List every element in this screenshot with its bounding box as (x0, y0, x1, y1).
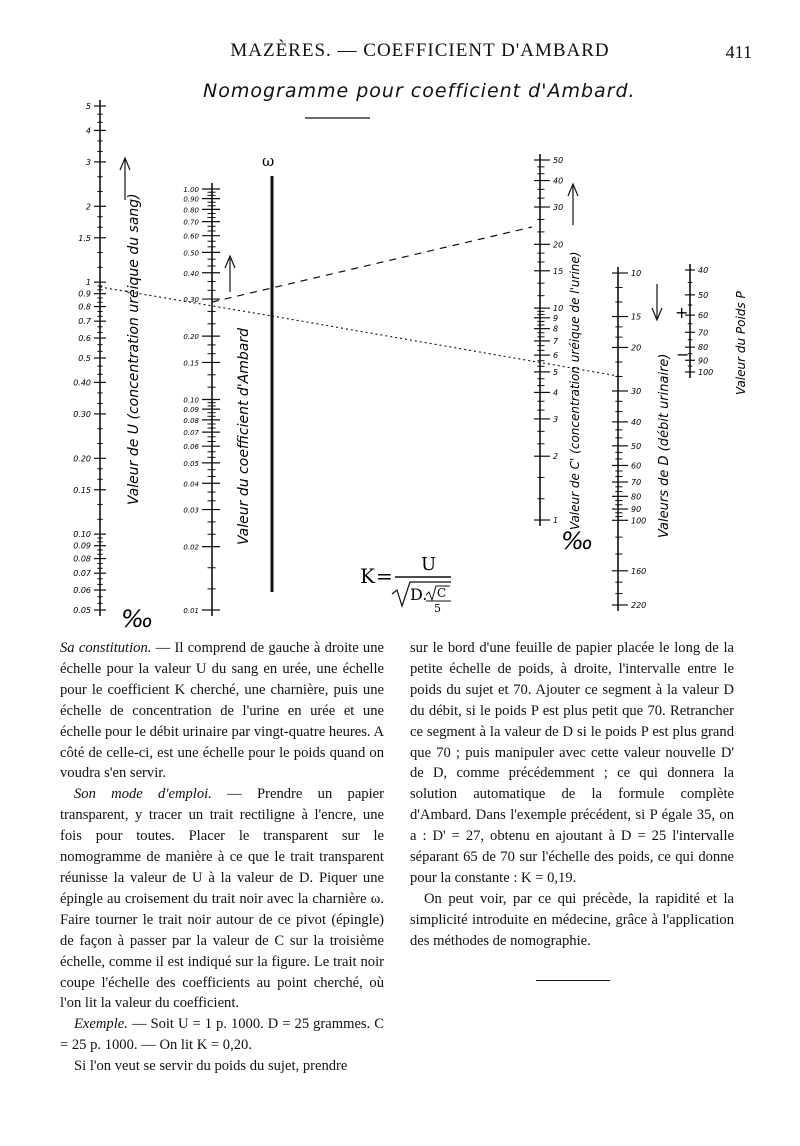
tick-label: 0.8 (78, 302, 91, 312)
dashed-line-k-to-c (212, 227, 532, 302)
tick-label: 0.30 (183, 296, 199, 305)
tick-label: 0.80 (183, 206, 199, 215)
u-scale (73, 100, 106, 616)
tick-label: 3 (85, 157, 91, 167)
paragraph-body: On peut voir, par ce qui précède, la rapidité et la simplicité introduite en médecine, grâce à l'application des méthodes de nomographie. (410, 890, 734, 949)
tick-label: 0.15 (73, 485, 91, 495)
tick-label: 0.10 (73, 530, 91, 540)
d-scale (612, 267, 646, 611)
formula-numerator: U (421, 554, 437, 575)
tick-label: 0.04 (183, 480, 199, 489)
c-axis-title: Valeur de C' (concentration uréique de l'urine) (568, 251, 582, 530)
tick-label: 0.09 (73, 541, 91, 551)
tick-label: 80 (631, 492, 642, 502)
paragraph-body: — Il comprend de gauche à droite une échelle pour la valeur U du sang en urée, une échelle pour le coefficient K cherché, une charnière, puis une échelle de concentration de l'urine en urée et une échelle pour le débit urinaire par vingt-quatre heures. A côté de celle-ci, est une échelle pour le poids quand on voudra s'en servir. (60, 640, 384, 782)
tick-label: 10 (631, 269, 642, 278)
tick-label: 90 (631, 504, 642, 514)
tick-label: 0.20 (183, 333, 199, 342)
tick-label: 20 (553, 240, 564, 250)
formula-d: D. (410, 585, 428, 604)
tick-label: 1.00 (183, 186, 199, 194)
tick-label: 0.50 (183, 249, 199, 258)
tick-label: 15 (553, 266, 564, 276)
tick-label: 0.09 (183, 406, 199, 415)
tick-label: 40 (631, 417, 642, 427)
end-rule (536, 980, 610, 981)
tick-label: 0.40 (73, 378, 91, 388)
paragraph-constitution (60, 638, 384, 784)
c-unit-label: ‰ (561, 527, 594, 555)
tick-label: 30 (553, 203, 564, 213)
tick-label: 30 (631, 386, 642, 396)
paragraph-body: — Soit U = 1 p. 1000. D = 25 grammes. C = 25 p. 1000. — On lit K = 0,20. (60, 1016, 384, 1054)
running-title: MAZÈRES. — COEFFICIENT D'AMBARD (230, 40, 610, 61)
c-arrow-icon (568, 184, 578, 225)
paragraph-conclusion (410, 889, 734, 952)
tick-label: 4 (553, 388, 559, 398)
p-axis-title: Valeur du Poids P (734, 291, 748, 395)
tick-label: 0.5 (78, 354, 91, 363)
tick-label: 2 (553, 452, 559, 462)
k-scale (183, 183, 220, 616)
tick-label: 70 (698, 328, 709, 338)
tick-label: 8 (553, 324, 559, 334)
p-plus-sign: + (675, 303, 689, 322)
tick-label: 2 (85, 202, 91, 212)
paragraph-body: Si l'on veut se servir du poids du sujet, prendre (74, 1058, 348, 1075)
tick-label: 0.15 (183, 359, 199, 368)
tick-label: 0.7 (78, 317, 91, 327)
page-number: 411 (725, 42, 752, 62)
pivot-label: ω (262, 152, 275, 170)
paragraph-lead: Son mode d'emploi. (74, 786, 212, 803)
tick-label: 10 (553, 304, 564, 314)
tick-label: 220 (631, 601, 647, 610)
tick-label: 0.05 (183, 459, 199, 468)
tick-label: 90 (698, 356, 709, 366)
tick-label: 60 (698, 311, 709, 321)
c-scale (534, 154, 563, 526)
tick-label: 20 (631, 343, 642, 353)
tick-label: 0.03 (183, 506, 199, 515)
tick-label: 0.40 (183, 269, 199, 278)
text-column-right (410, 638, 734, 952)
k-axis-title: Valeur du coefficient d'Ambard (236, 328, 252, 545)
nomogram-title: Nomogramme pour coefficient d'Ambard. (203, 80, 636, 102)
tick-label: 0.90 (183, 195, 199, 204)
tick-label: 0.60 (183, 232, 199, 241)
tick-label: 50 (631, 441, 642, 451)
tick-label: 0.06 (183, 443, 199, 452)
paragraph-mode-emploi (60, 784, 384, 1014)
tick-label: 0.07 (73, 569, 91, 579)
tick-label: 5 (553, 367, 559, 377)
text-column-left (60, 638, 384, 1077)
formula-c: C (437, 586, 447, 600)
tick-label: 0.10 (183, 396, 199, 405)
paragraph-body: — Prendre un papier transparent, y tracer un trait rectiligne à l'encre, une fois pour toutes. Placer le transparent sur le nomogramme de manière à ce que le trait transparent réunisse la valeur de U à la valeur de D. Piquer une épingle au croisement du trait noir avec la charnière ω. Faire tourner le trait noir autour de ce pivot (épingle) de façon à passer par la valeur de C sur la troisième échelle, comme il est indiqué sur la figure. Le trait noir coupe l'échelle des coefficients au point cherché, où l'on lit la valeur du coefficient. (60, 786, 384, 1012)
u-axis-title: Valeur de U (concentration uréique du sang) (126, 193, 142, 505)
tick-label: 0.06 (73, 586, 91, 596)
tick-label: 0.01 (183, 607, 199, 615)
formula-five: 5 (434, 602, 441, 615)
tick-label: 6 (553, 351, 559, 361)
tick-label: 40 (698, 266, 709, 275)
tick-label: 0.07 (183, 429, 199, 438)
paragraph-poids (60, 1056, 384, 1077)
ambard-formula (360, 554, 451, 615)
tick-label: 0.30 (73, 409, 91, 419)
tick-label: 70 (631, 478, 642, 488)
tick-label: 9 (553, 313, 559, 323)
tick-label: 0.20 (73, 454, 91, 464)
tick-label: 0.9 (78, 289, 91, 299)
tick-label: 4 (85, 126, 91, 136)
tick-label: 1 (85, 278, 91, 288)
tick-label: 0.6 (78, 334, 91, 344)
tick-label: 15 (631, 312, 642, 322)
d-axis-title: Valeurs de D (débit urinaire) (657, 353, 672, 538)
p-minus-sign: − (676, 345, 690, 364)
paragraph-lead: Sa constitution. (60, 640, 152, 656)
tick-label: 50 (698, 290, 709, 300)
tick-label: 0.05 (73, 606, 91, 615)
tick-label: 100 (631, 516, 647, 526)
k-arrow-icon (225, 256, 235, 292)
tick-label: 0.08 (183, 416, 199, 425)
paragraph-poids-continued (410, 638, 734, 889)
formula-k: K (360, 564, 375, 588)
formula-equals: = (376, 564, 393, 588)
d-arrow-icon (652, 284, 662, 320)
tick-label: 50 (553, 156, 564, 165)
paragraph-exemple (60, 1014, 384, 1056)
tick-label: 60 (631, 461, 642, 471)
tick-label: 3 (553, 414, 559, 424)
tick-label: 0.02 (183, 543, 199, 552)
tick-label: 0.08 (73, 554, 91, 564)
tick-label: 100 (698, 368, 714, 377)
paragraph-lead: Exemple. (74, 1016, 128, 1033)
u-unit-label: ‰ (121, 605, 154, 633)
paragraph-body: sur le bord d'une feuille de papier placée le long de la petite échelle de poids, à droite, l'intervalle entre le poids du sujet et 70. Ajouter ce segment à la valeur D du débit, si le poids P est plus petit que 70. Retrancher ce segment à la valeur de D si le poids P est plus grand que 70 ; puis manipuler avec cette valeur nouvelle D' de D, comme précédemment ; ce qui donnera la solution automatique de la formule complète d'Ambard. Dans l'exemple précédent, si P égale 35, on a : D' = 27, obtenu en ajoutant à D = 25 l'intervalle séparant 65 de 70 sur l'échelle des poids, ce qui donne pour la constante : K = 0,19. (410, 640, 734, 886)
tick-label: 80 (698, 343, 709, 353)
dotted-line-pivot-to-d (272, 313, 618, 376)
tick-label: 5 (85, 102, 91, 111)
tick-label: 0.70 (183, 218, 199, 227)
tick-label: 1 (553, 516, 559, 525)
tick-label: 40 (553, 176, 564, 186)
tick-label: 160 (631, 566, 647, 576)
tick-label: 7 (553, 336, 559, 346)
tick-label: 1.5 (78, 233, 91, 243)
